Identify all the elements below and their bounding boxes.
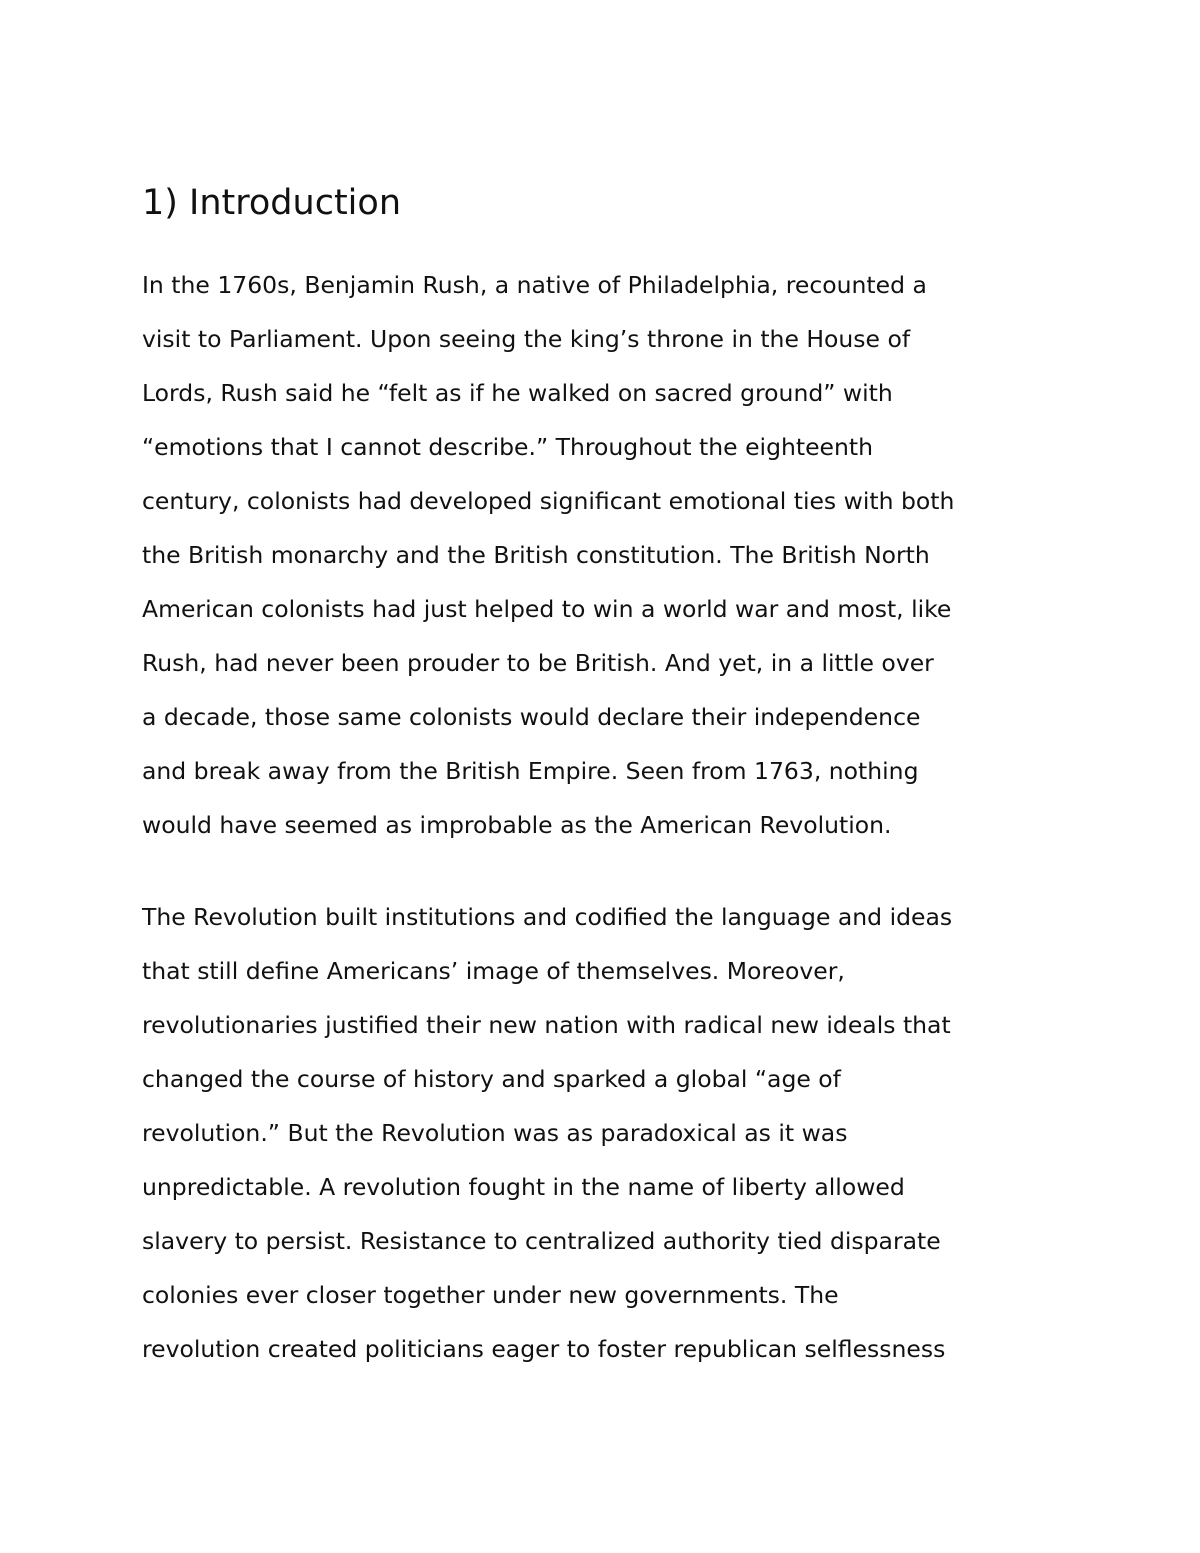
text-line: visit to Parliament. Upon seeing the king’s throne in the House of <box>142 325 911 353</box>
text-line: American colonists had just helped to win a world war and most, like <box>142 595 952 623</box>
text-line: would have seemed as improbable as the American Revolution. <box>142 811 892 839</box>
text-line: that still define Americans’ image of themselves. Moreover, <box>142 957 845 985</box>
text-line: Lords, Rush said he “felt as if he walked on sacred ground” with <box>142 379 893 407</box>
text-line: revolution created politicians eager to foster republican selflessness <box>142 1335 946 1363</box>
paragraph-1 <box>142 258 954 852</box>
section-heading: 1) Introduction <box>142 183 401 223</box>
text-line: Rush, had never been prouder to be British. And yet, in a little over <box>142 649 934 677</box>
text-line: the British monarchy and the British constitution. The British North <box>142 541 930 569</box>
text-line: colonies ever closer together under new governments. The <box>142 1281 839 1309</box>
text-line: revolutionaries justified their new nation with radical new ideals that <box>142 1011 951 1039</box>
text-line: “emotions that I cannot describe.” Throughout the eighteenth <box>142 433 874 461</box>
text-line: revolution.” But the Revolution was as paradoxical as it was <box>142 1119 848 1147</box>
text-line: slavery to persist. Resistance to centralized authority tied disparate <box>142 1227 941 1255</box>
paragraph-2 <box>142 890 952 1376</box>
text-line: The Revolution built institutions and codified the language and ideas <box>142 903 953 931</box>
text-line: and break away from the British Empire. Seen from 1763, nothing <box>142 757 919 785</box>
text-line: unpredictable. A revolution fought in the name of liberty allowed <box>142 1173 905 1201</box>
text-line: century, colonists had developed significant emotional ties with both <box>142 487 955 515</box>
text-line: In the 1760s, Benjamin Rush, a native of Philadelphia, recounted a <box>142 271 927 299</box>
text-line: a decade, those same colonists would declare their independence <box>142 703 921 731</box>
text-line: changed the course of history and sparked a global “age of <box>142 1065 841 1093</box>
